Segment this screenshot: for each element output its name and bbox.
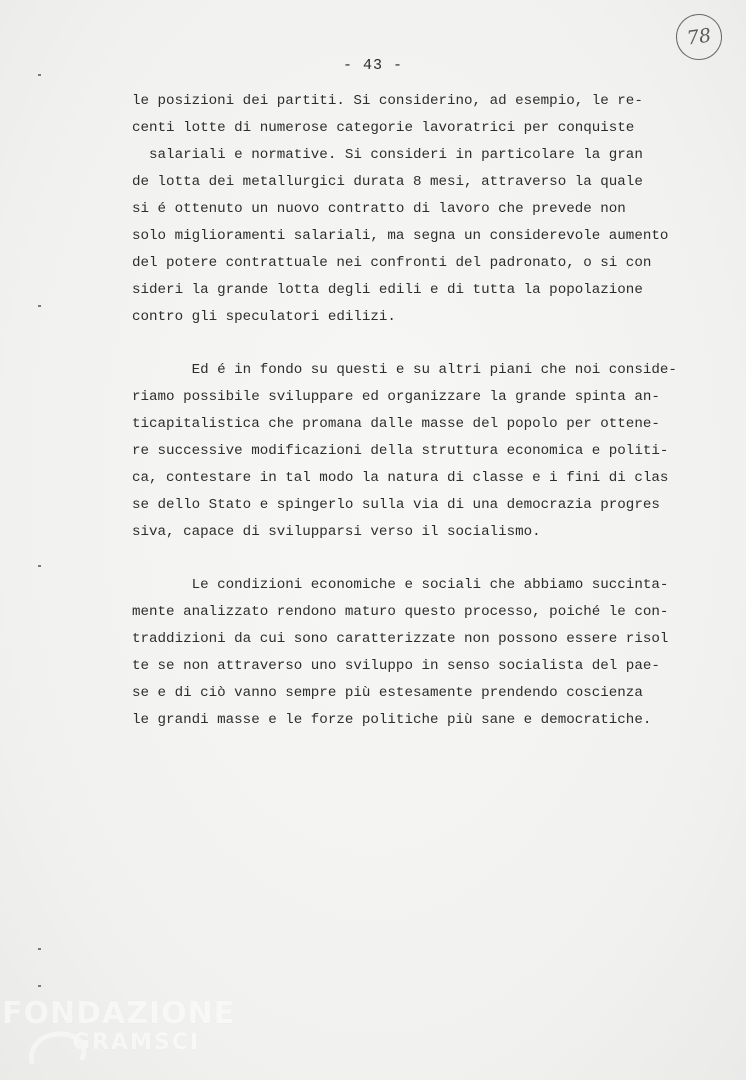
text-line: ticapitalistica che promana dalle masse del popolo per ottene- — [132, 416, 660, 432]
text-line: le posizioni dei partiti. Si considerino, ad esempio, le re- — [132, 93, 643, 109]
text-line: mente analizzato rendono maturo questo processo, poiché le con- — [132, 604, 669, 620]
margin-mark — [38, 305, 41, 307]
text-line: se e di ciò vanno sempre più estesamente prendendo coscienza — [132, 685, 643, 701]
text-line: contro gli speculatori edilizi. — [132, 309, 396, 325]
text-line: re successive modificazioni della struttura economica e politi- — [132, 443, 669, 459]
margin-mark — [38, 565, 41, 567]
text-line: Ed é in fondo su questi e su altri piani che noi conside- — [132, 362, 677, 378]
text-line: te se non attraverso uno sviluppo in senso socialista del pae- — [132, 658, 660, 674]
text-line: del potere contrattuale nei confronti del padronato, o si con — [132, 255, 652, 271]
text-line: de lotta dei metallurgici durata 8 mesi, attraverso la quale — [132, 174, 643, 190]
watermark-swirl-icon — [24, 1026, 94, 1070]
text-line: si é ottenuto un nuovo contratto di lavoro che prevede non — [132, 201, 626, 217]
text-line: centi lotte di numerose categorie lavoratrici per conquiste — [132, 120, 635, 136]
text-line: solo miglioramenti salariali, ma segna un considerevole aumento — [132, 228, 669, 244]
paragraph-2 — [132, 357, 692, 546]
watermark-line-2: GRAMSCI — [72, 1030, 201, 1055]
paragraph-3 — [132, 572, 692, 734]
margin-mark — [38, 985, 41, 987]
body-text — [132, 88, 692, 760]
text-line: sideri la grande lotta degli edili e di tutta la popolazione — [132, 282, 643, 298]
text-line: salariali e normative. Si consideri in particolare la gran — [132, 147, 643, 163]
text-line: Le condizioni economiche e sociali che abbiamo succinta- — [132, 577, 669, 593]
margin-mark — [38, 74, 41, 76]
text-line: ca, contestare in tal modo la natura di classe e i fini di clas — [132, 470, 669, 486]
watermark-line-1: FONDAZIONE — [2, 996, 236, 1031]
fondazione-gramsci-watermark — [2, 998, 235, 1056]
text-line: siva, capace di svilupparsi verso il socialismo. — [132, 524, 541, 540]
text-line: le grandi masse e le forze politiche più sane e democratiche. — [132, 712, 652, 728]
text-line: traddizioni da cui sono caratterizzate non possono essere risol — [132, 631, 669, 647]
paragraph-1 — [132, 88, 692, 331]
page-number: - 43 - — [342, 57, 403, 74]
text-line: riamo possibile sviluppare ed organizzare la grande spinta an- — [132, 389, 660, 405]
margin-mark — [38, 948, 41, 950]
text-line: se dello Stato e spingerlo sulla via di una democrazia progres — [132, 497, 660, 513]
archive-stamp-number: 78 — [673, 11, 725, 63]
